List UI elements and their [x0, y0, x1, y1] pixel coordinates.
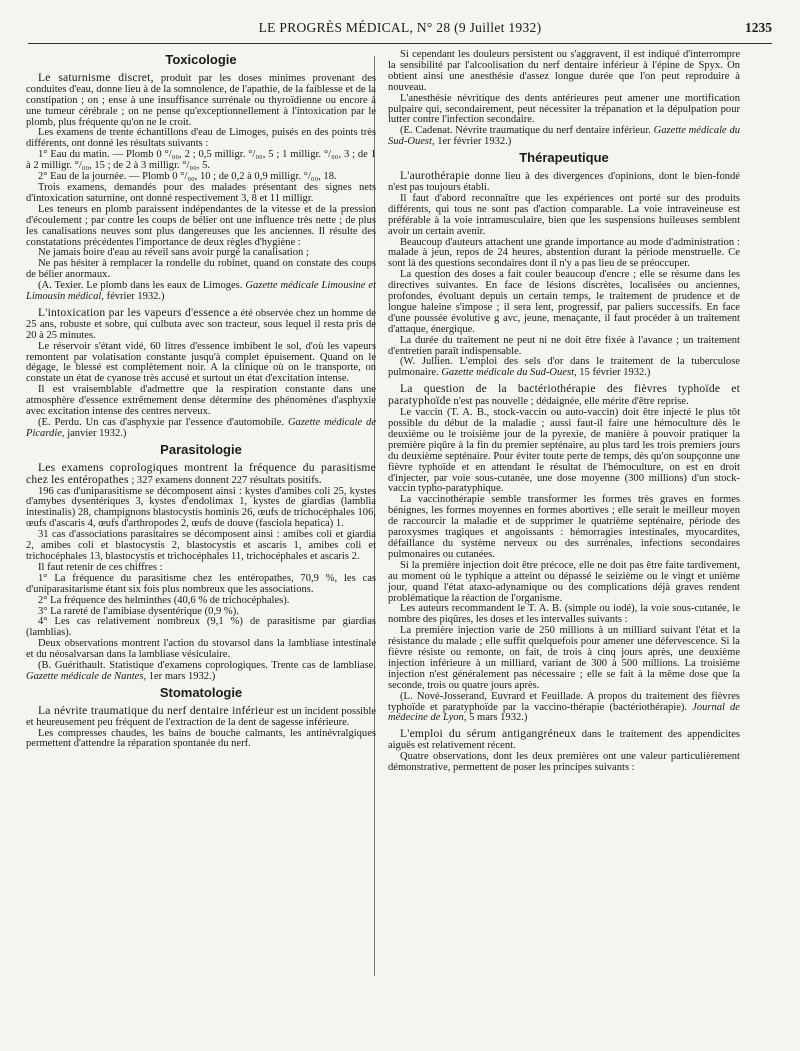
- header-rule: [28, 43, 772, 44]
- paragraph: [26, 305, 376, 342]
- paragraph-text: produit par les doses minimes provenant des conduites d'eau, donne lieu à de la somnolence, de l'apathie, de la faiblesse et de la constipation ; on ; ense à une insuffisance surrénale ou thyroïdienne ou encore à une tumeur cérébrale ; on ne pense qu'exceptionnellement à l'intoxication par le plomb, plus fréquente qu'on ne le croit.: [26, 72, 376, 128]
- paragraph: 196 cas d'uniparasitisme se décomposent ainsi : kystes d'amibes coli 25, kystes d'amybes dysentériques 3, kystes d'endolimax 1, kystes de giardias (lamblia intestinalis) 28, champignons blastocystis hominis 26, œufs de trichocéphales 106, œufs d'ascaris 4, œufs d'arthropodes 2, œufs de douve (fasciola hepatica) 1.: [26, 485, 376, 530]
- run-in-title: L'intoxication par les vapeurs d'essence: [38, 305, 231, 319]
- paragraph: Ne jamais boire d'eau au réveil sans avoir purgé la canalisation ;: [38, 247, 309, 259]
- run-in-title: L'aurothérapie: [400, 169, 470, 183]
- run-in-title: La névrite traumatique du nerf dentaire inférieur: [38, 703, 274, 717]
- citation-date: 1er février 1932.): [434, 136, 512, 148]
- run-in-title: L'emploi du sérum antigangréneux: [400, 727, 577, 741]
- run-in-title: La question de la bactériothérapie des fièvres typhoïde et paratyphoïde: [388, 382, 740, 408]
- paragraph: [26, 460, 376, 487]
- paragraph: Il est vraisemblable d'admettre que la respiration constante dans une atmosphère d'essence extrêmement dense détermine des phénomènes d'asphyxie avec excitation intense des centres nerveux.: [26, 384, 376, 418]
- paragraph: 1° Eau du matin. — Plomb 0 °/₀₀, 2 ; 0,5 milligr. °/₀₀, 5 ; 1 milligr. °/₀₀, 3 ; de 1 à 2 milligr. °/₀₀, 15 ; de 2 à 3 milligr. °/₀₀, 5.: [26, 149, 376, 172]
- citation-date: février 1932.): [103, 291, 165, 303]
- paragraph: 2° La fréquence des helminthes (40,6 % de trichocéphales).: [38, 594, 290, 606]
- citation-text: (B. Guérithault. Statistique d'examens coprologiques. Trente cas de lambliase.: [38, 660, 376, 672]
- citation-text: (E. Perdu. Un cas d'asphyxie par l'essence d'automobile.: [38, 417, 285, 428]
- source-citation: [388, 692, 740, 725]
- citation-text: (A. Texier. Le plomb dans les eaux de Limoges.: [38, 280, 243, 292]
- citation-text: (W. Jullien. L'emploi des sels d'or dans le traitement de la tuberculose pulmonaire.: [388, 356, 740, 379]
- paragraph: [26, 70, 376, 129]
- paragraph: Il faut retenir de ces chiffres :: [38, 561, 163, 573]
- paragraph: Quatre observations, dont les deux premières ont une valeur particulièrement démonstrative, permettent de poser les principes suivants :: [388, 751, 740, 774]
- paragraph: Il faut d'abord reconnaître que les expériences ont porté sur des produits différents, qui tous ne sont pas d'action comparable. La voie intraveineuse est préférable à la voie intramusculaire, bien que les suspensions huileuses semblent avoir un certain avenir.: [388, 192, 740, 237]
- paragraph: [388, 171, 740, 194]
- section-heading-therapeutique: Thérapeutique: [519, 150, 609, 166]
- citation-journal: Gazette médicale de Picardie,: [26, 417, 377, 439]
- page-number: 1235: [745, 20, 772, 35]
- paragraph-text: donne lieu à des divergences d'opinions, dont le bien-fondé n'est pas toujours établi.: [388, 171, 740, 193]
- paragraph: Le vaccin (T. A. B., stock-vaccin ou auto-vaccin) doit être injecté le plus tôt possible du début de la maladie ; aussi faut-il faire une hémoculture dès le deuxième ou le troisième jour de la pyrexie, de manière à pouvoir pratiquer la première piqûre à la fin du premier septénaire, au plus tard les trois premiers jours du deuxième septénaire. Pour éviter toute perte de temps, dès qu'on soupçonne une fièvre typhoïde et en attendant le résultat de l'hémoculture, on est en droit d'injecter, par voie sous-cutanée, une dose moyenne (300 millions) d'un stock-vaccin typho-paratyphique.: [388, 407, 740, 495]
- paragraph: La durée du traitement ne peut ni ne doit être fixée à l'avance ; un traitement d'entretien paraît indispensable.: [388, 334, 740, 357]
- paragraph-text: n'est pas nouvelle ; dédaignée, elle mérite d'être reprise.: [450, 396, 689, 408]
- section-heading-toxicologie: Toxicologie: [165, 52, 237, 67]
- citation-date: 1er mars 1932.): [146, 670, 216, 682]
- right-column: [388, 50, 740, 774]
- paragraph: Les examens de trente échantillons d'eau de Limoges, puisés en des points très différents, ont donné les résultats suivants :: [26, 127, 376, 150]
- paragraph: Trois examens, demandés pour des malades présentant des signes nets d'intoxication saturnine, ont donné respectivement 3, 8 et 11 milligr.: [26, 181, 376, 204]
- section-heading-parasitologie: Parasitologie: [160, 441, 242, 457]
- paragraph: La première injection varie de 250 millions à un milliard suivant l'état et la résistance du malade ; elle suffit quelquefois pour amener une défervescence. Si la fièvre résiste ou remonte, on fait, de trois à cinq jours après, une deuxième injection inférieure à un milliard, variant de 300 à 500 millions. La troisième injection n'est généralement pas nécessaire ; elle se fait à la même dose que la seconde, trois ou quatre jours après.: [388, 625, 740, 691]
- paragraph: Si cependant les douleurs persistent ou s'aggravent, il est indiqué d'interrompre la sensibilité par l'alcoolisation du nerf dentaire inférieur à l'épine de Spyx. On obtient ainsi une anesthésie d'assez longue durée que l'on peut reproduire à nouveau.: [388, 49, 740, 93]
- paragraph: La question des doses a fait couler beaucoup d'encre ; elle se résume dans les directives suivantes. En face de lésions discrètes, localisées ou anciennes, profondes, évoluant depuis un certain temps, le traitement de prudence et de longue haleine s'impose ; il sera lent, progressif, par paliers successifs. En face d'une poussée évolutive g avc, jeune, menaçante, il faut procéder à un traitement d'attaque, énergique.: [388, 269, 740, 335]
- paragraph: L'anesthésie névritique des dents antérieures peut amener une mortification pulpaire qui, secondairement, peut nécessiter la trépanation et la dépulpation pour lutter contre l'infection secondaire.: [388, 92, 740, 126]
- page-header: [28, 20, 772, 42]
- paragraph: 3° La rareté de l'amibiase dysentérique (0,9 %).: [38, 605, 239, 617]
- paragraph: 1° La fréquence du parasitisme chez les entéropathes, 70,9 %, les cas d'uniparasitarisme étant six fois plus nombreux que les associations.: [26, 572, 376, 595]
- paragraph: Les teneurs en plomb paraissent indépendantes de la vitesse et de la pression d'écoulement ; par contre les coups de bélier ont une influence très nette ; de plus les canalisations neuves sont plus dangereuses que les anciennes. Il résulte des constatations précédentes l'importance de deux règles d'hygiène :: [26, 203, 376, 248]
- paragraph: Si la première injection doit être précoce, elle ne doit pas être faite tardivement, au moment où le typhique a atteint ou dépassé le seizième ou le vingt et unième jour, quand l'état ataxo-adynamique ou des complications déjà graves rendent problématique la réaction de l'organisme.: [388, 559, 740, 604]
- paragraph: Beaucoup d'auteurs attachent une grande importance au mode d'administration : malade à jeun, repos de 24 heures, abstention durant la période menstruelle. Ce sont là des questions secondaires dont il n'y a pas lieu de se préoccuper.: [388, 236, 740, 270]
- citation-journal: Gazette médicale du Sud-Ouest,: [441, 367, 577, 379]
- paragraph: 4° Les cas relativement nombreux (9,1 %) de parasitisme par giardias (lamblias).: [26, 616, 376, 639]
- citation-journal: Journal de médecine de Lyon,: [388, 701, 740, 724]
- paragraph: Le réservoir s'étant vidé, 60 litres d'essence imbibent le sol, d'où les vapeurs remontent par volatisation constante jusqu'à complet épuisement. Quand on le dégage, le blessé est complètement noir. A la clinique où on le transporte, on constate un état de cyanose très accusé et surtout un état d'excitation intense.: [26, 340, 376, 385]
- citation-date: 15 février 1932.): [576, 367, 651, 379]
- left-column: [26, 50, 376, 750]
- paragraph-text: est un incident possible et heureusement peu fréquent de l'extraction de la dent de sagesse inférieure.: [26, 705, 376, 728]
- citation-date: janvier 1932.): [64, 427, 127, 439]
- citation-journal: Gazette médicale du Sud-Ouest,: [388, 125, 741, 148]
- paragraph: Deux observations montrent l'action du stovarsol dans la lambliase intestinale et du néosalvarsan dans la lambliase vésiculaire.: [26, 638, 376, 661]
- paragraph: 2° Eau de la journée. — Plomb 0 °/₀₀, 10 ; de 0,2 à 0,9 milligr. °/₀₀, 18.: [38, 171, 337, 183]
- paragraph: La vaccinothérapie semble transformer les formes très graves en formes bénignes, les formes moyennes en formes abortives ; elle serait le meilleur moyen de raccourcir la maladie et de supprimer le quatrième septénaire, période des paroxysmes tragiques et angoissants : hémorragies intestinales, myocardites, défaillance du système nerveux ou des surrénales, infections secondaires pulmonaires ou cutanées.: [388, 494, 740, 560]
- paragraph: 31 cas d'associations parasitaires se décomposent ainsi : amibes coli et giardia 2, amibes coli et blastocystis 2, blastocystis et ascaris 1, amibes coli et trichocéphales 13, blastocystis et trichocéphales 11, trichocéphales et ascaris 2.: [26, 529, 376, 562]
- paragraph: Les auteurs recommandent le T. A. B. (simple ou iodé), la voie sous-cutanée, le nombre des piqûres, les doses et les intervalles suivants :: [388, 603, 740, 626]
- citation-text: (E. Cadenat. Névrite traumatique du nerf dentaire inférieur.: [400, 125, 651, 137]
- source-citation: [388, 126, 740, 148]
- run-in-title: Le saturnisme discret,: [38, 70, 154, 84]
- paragraph-text: a été observée chez un homme de 25 ans, robuste et sobre, qui culbuta avec son tracteur, sous lequel il resta pris de 20 à 25 minutes.: [26, 307, 376, 341]
- citation-text: (L. Nové-Josserand, Euvrard et Feuillade. A propos du traitement des fièvres typhoïde et paratyphoïde par la vaccino-thérapie (bactériothérapie).: [388, 690, 740, 713]
- source-citation: [26, 281, 376, 303]
- source-citation: [26, 418, 376, 440]
- citation-journal: Gazette médicale Limousine et Limousin médical,: [26, 280, 377, 303]
- paragraph: [388, 384, 740, 408]
- paragraph-text: ; 327 examens donnent 227 résultats positifs.: [128, 474, 322, 486]
- source-citation: [26, 661, 376, 683]
- paragraph: [26, 703, 376, 729]
- citation-journal: Gazette médicale de Nantes,: [26, 670, 147, 682]
- source-citation: [388, 357, 740, 379]
- paragraph: [388, 729, 740, 752]
- journal-title: LE PROGRÈS MÉDICAL, N° 28 (9 Juillet 1932): [258, 20, 542, 35]
- paragraph: Les compresses chaudes, les bains de bouche calmants, les antinévralgiques permettent d'attendre la réparation spontanée du nerf.: [26, 727, 376, 750]
- paragraph: Ne pas hésiter à remplacer la rondelle du robinet, quand on constate des coups de bélier anormaux.: [26, 258, 376, 281]
- run-in-title: Les examens coprologiques montrent la fréquence du parasitisme chez les entéropathes: [26, 460, 376, 486]
- paragraph-text: dans le traitement des appendicites aiguës est relativement récent.: [388, 729, 741, 752]
- citation-date: 5 mars 1932.): [466, 712, 528, 724]
- section-heading-stomatologie: Stomatologie: [159, 684, 243, 700]
